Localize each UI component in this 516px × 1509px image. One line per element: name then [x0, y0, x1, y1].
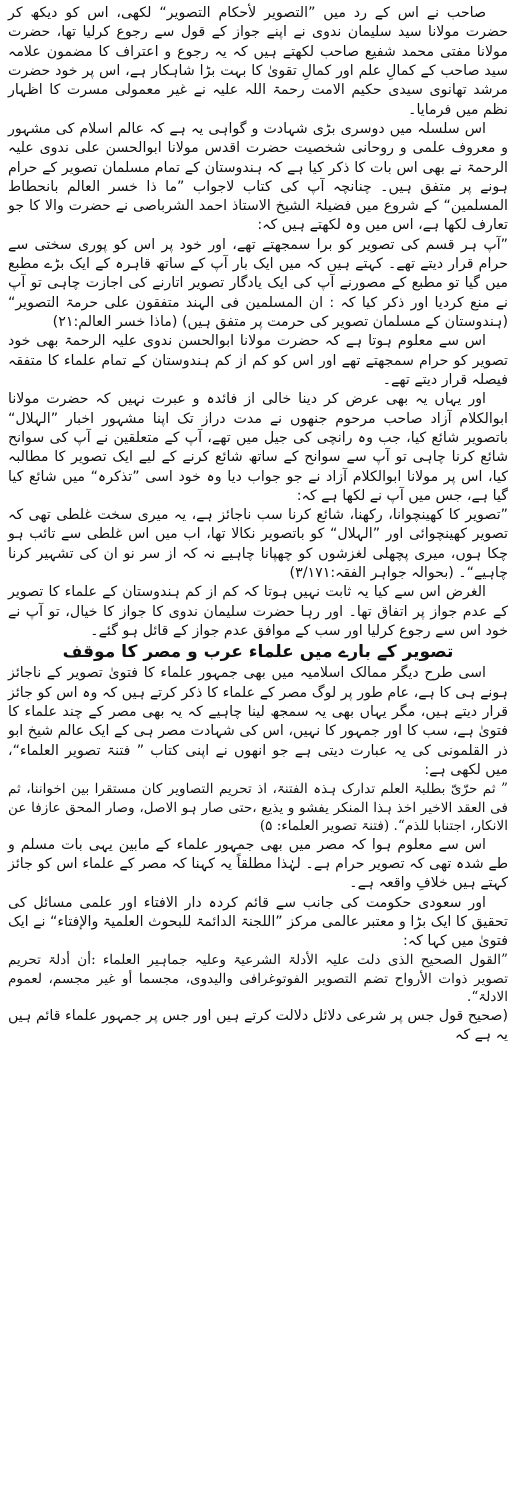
paragraph-egypt-conclusion: اس سے معلوم ہوا کہ مصر میں بھی جمہور علماء کے مابین یہی بات مسلم و طے شدہ تھی کہ تصویر حرام ہے۔ لہٰذا مطلقاً یہ کہنا کہ مصر کے علماء اس کو جائز کہتے ہیں خلافِ واقعہ ہے۔: [8, 836, 508, 892]
section-heading-arab-egypt: تصویر کے بارے میں علماء عرب و مصر کا موقف: [62, 642, 454, 663]
arabic-quote-lajna: ”القول الصحیح الذی دلت علیہ الأدلۃ الشرعیۃ وعلیہ جماہیر العلماء :أن أدلۃ تحریم تصویر ذوات الأرواح تضم التصویر الفوتوغرافی والیدوی، مجسما أو غیر مجسم، لعموم الادلۃ“.: [8, 952, 508, 1006]
paragraph-tasweer-rebuttal: صاحب نے اس کے رد میں ”التصویر لأحکام التصویر“ لکھی، اس کو دیکھ کر حضرت مولانا سید سلیمان ندوی نے اپنے جواز کے قول سے رجوع کرلیا تھا، حضرت مولانا مفتی محمد شفیع صاحب لکھتے ہیں کہ یہ رجوع و اعتراف کا مضمون علامہ سید صاحب کے کمالِ علم اور کمالِ تقویٰ کا بہت بڑا شاہکار ہے، اس پر خود حضرت مرشد تھانوی سیدی حکیم الامت رحمۃ اللہ علیہ نے غیر معمولی مسرت کا اظہار نظم میں فرمایا۔: [8, 5, 508, 118]
paragraph-nadwi-testimony: اس سلسلہ میں دوسری بڑی شہادت و گواہی یہ ہے کہ عالم اسلام کی مشہور و معروف علمی و روحانی شخصیت حضرت اقدس مولانا ابوالحسن علی ندوی علیہ الرحمۃ نے بھی اس بات کا ذکر کیا ہے کہ ہندوستان کے تمام مسلمان تصویر کے حرام ہونے پر متفق ہیں۔ چنانچہ آپ کی کتاب لاجواب ”ما ذا خسر العالم بانحطاط المسلمین“ کے شروع میں فضیلۃ الشیخ الاستاذ احمد الشرباصی نے حضرت والا کا جو تعارف لکھا ہے، اس میں وہ لکھتے ہیں کہ:: [8, 120, 508, 234]
quote-translation: (صحیح قول جس پر شرعی دلائل دلالت کرتے ہیں اور جس پر جمہور علماء قائم ہیں یہ ہے کہ: [8, 1007, 508, 1044]
paragraph-saudi-committee: اور سعودی حکومت کی جانب سے قائم کردہ دار الافتاء اور علمی مسائل کی تحقیق کا ایک بڑا و معتبر عالمی مرکز ”اللجنۃ الدائمۃ للبحوث العلمیۃ والإفتاء“ نے ایک فتویٰ میں کہا کہ:: [8, 894, 508, 950]
quote-azad: ”تصویر کا کھینچوانا، رکھنا، شائع کرنا سب ناجائز ہے، یہ میری سخت غلطی تھی کہ تصویر کھینچوائی اور ”الہلال“ کو باتصویر نکالا تھا، اب میں اس غلطی سے تائب ہو چکا ہوں، میری پچھلی لغزشوں کو چھپانا چاہیے نہ کہ از سر نو ان کی تشہیر کرنا چاہیے“۔ (بحوالہ جواہر الفقہ:۳/۱۷۱): [8, 507, 508, 582]
paragraph-egypt-scholars: اسی طرح دیگر ممالک اسلامیہ میں بھی جمہور علماء کا فتویٰ تصویر کے ناجائز ہونے ہی کا ہے، عام طور پر لوگ مصر کے علماء کا ذکر کرتے ہیں کہ وہ اس کو جائز قرار دیتے ہیں، مگر یہاں بھی یہ سمجھ لینا چاہیے کہ یہ بھی مصر کے چند علماء کا فتویٰ ہے، سب کا اور جمہور کا نہیں، اس کی شہادت مصر ہی کے ایک عالم شیخ ابو ذر القلمونی کی یہ عبارت دیتی ہے جو انھوں نے اپنی کتاب ” فتنۃ تصویر العلماء“، میں لکھی ہے:: [8, 665, 508, 778]
arabic-quote-qalmuni: ” ثم حرّیّ بطلبۃ العلم تدارک ہذہ الفتنۃ، اذ تحریم التصاویر کان مستقرا بین اخواننا، ثم فی العقد الاخیر اخذ ہذا المنکر یفشو و یذیع ،حتی صار ہو الاصل، وصار المحق عازفا عن الانکار، اجتنابا للذم“. (فتنۃ تصویر العلماء: ۵): [8, 781, 508, 835]
paragraph-indian-consensus: الغرض اس سے کیا یہ ثابت نہیں ہوتا کہ کم از کم ہندوستان کے علماء کا تصویر کے عدم جواز پر اتفاق تھا۔ اور رہا حضرت سلیمان ندوی کا جواز کا خیال، تو آپ نے خود اس سے رجوع کرلیا اور سب کے موافق عدم جواز کے قائل ہو گئے۔: [8, 584, 508, 639]
paragraph-azad-story: اور یہاں یہ بھی عرض کر دینا خالی از فائدہ و عبرت نہیں کہ حضرت مولانا ابوالکلام آزاد صاحب مرحوم جنھوں نے مدت دراز تک اپنا مشہور اخبار ”الہلال“ باتصویر شائع کیا، جب وہ رانچی کی جیل میں تھے، آپ کے متعلقین نے آپ کی سوانح شائع کرنا چاہی تو آپ سے سوانح کے ساتھ شائع کرنے کے لیے ایک تصویر کا مطالبہ کیا، اس پر مولانا ابوالکلام آزاد نے جو جواب دیا وہ خود اسی ”تذکرہ“ میں شائع کیا گیا ہے، جس میں آپ نے لکھا ہے کہ:: [8, 391, 508, 504]
quote-sharbasi: ”آپ ہر قسم کی تصویر کو برا سمجھتے تھے، اور خود پر اس کو پوری سختی سے حرام قرار دیتے تھے۔ کہتے ہیں کہ میں ایک بار آپ کے ساتھ قاہرہ کے ایک بڑے مطبع میں گیا تو مطبع کے مصورنے آپ کی ایک یادگار تصویر اتارنے کی اجازت چاہی تو آپ نے منع کردیا اور ذکر کیا کہ : ان المسلمین فی الہند متفقون علی حرمۃ التصویر“ (ہندوستان کے مسلمان تصویر کی حرمت پر متفق ہیں) (ماذا خسر العالم:۲۱): [8, 236, 508, 330]
paragraph-nadwi-conclusion: اس سے معلوم ہوتا ہے کہ حضرت مولانا ابوالحسن ندوی علیہ الرحمۃ بھی خود تصویر کو حرام سمجھتے تھے اور اس کو کم از کم ہندوستان کے تمام علماء کا متفقہ فیصلہ قرار دیتے تھے۔: [8, 333, 508, 388]
